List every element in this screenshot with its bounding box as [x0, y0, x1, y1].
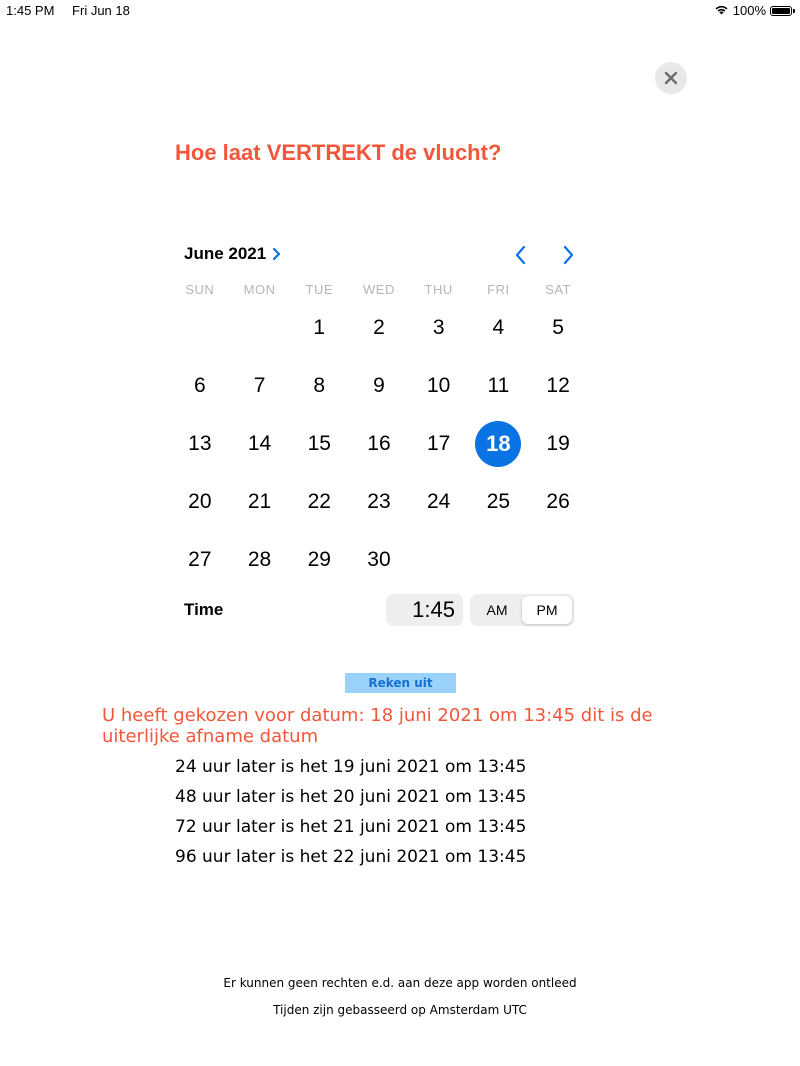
calendar-day[interactable]: [528, 473, 588, 531]
day-number: 18: [475, 421, 521, 467]
calendar-empty-cell: [230, 299, 290, 357]
day-number: 21: [247, 490, 272, 513]
day-number: 6: [194, 374, 206, 397]
am-option[interactable]: AM: [486, 602, 508, 618]
status-date: Fri Jun 18: [72, 3, 130, 18]
day-number: 12: [546, 374, 570, 397]
weekday-label: SUN: [185, 282, 215, 297]
page-title: Hoe laat VERTREKT de vlucht?: [175, 140, 502, 165]
day-number: 5: [552, 316, 564, 339]
calendar-day[interactable]: [289, 299, 349, 357]
day-number: 10: [426, 374, 451, 397]
calendar-day[interactable]: [409, 299, 469, 357]
weekday-label: THU: [424, 282, 453, 297]
day-number: 25: [486, 490, 511, 513]
close-button[interactable]: [655, 62, 687, 94]
result-text: U heeft gekozen voor datum: 18 juni 2021 om 13:45 dit is de uiterlijke afname datum: [102, 705, 653, 747]
calendar-day[interactable]: [170, 357, 230, 415]
calendar-day-selected[interactable]: [469, 415, 529, 473]
disclaimer-text: Er kunnen geen rechten e.d. aan deze app worden ontleed: [223, 976, 577, 990]
weekday-label: MON: [243, 282, 276, 297]
close-icon: [664, 71, 678, 85]
chevron-right-icon: [272, 247, 281, 261]
calendar-day[interactable]: [349, 473, 409, 531]
battery-icon: [770, 6, 792, 16]
calendar-day[interactable]: [528, 357, 588, 415]
day-number: 16: [367, 432, 391, 455]
calendar-day[interactable]: [230, 415, 290, 473]
day-number: 20: [188, 490, 212, 513]
day-number: 22: [307, 490, 331, 513]
day-number: 9: [373, 374, 385, 397]
day-number: 29: [307, 548, 331, 571]
day-number: 7: [253, 374, 266, 397]
wifi-icon: [714, 3, 729, 18]
day-number: 2: [373, 316, 385, 339]
am-pm-toggle: [470, 594, 574, 626]
day-number: 23: [367, 490, 391, 513]
calendar-day[interactable]: [469, 357, 529, 415]
calendar-day[interactable]: [528, 299, 588, 357]
timezone-note: Tijden zijn gebasseerd op Amsterdam UTC: [273, 1003, 527, 1017]
chevron-right-icon: [557, 244, 579, 266]
later-line: 24 uur later is het 19 juni 2021 om 13:45: [175, 757, 527, 777]
month-label: June 2021: [184, 244, 267, 263]
calendar-day[interactable]: [230, 531, 290, 589]
day-number: 24: [426, 490, 451, 513]
later-line: 48 uur later is het 20 juni 2021 om 13:45: [175, 787, 527, 807]
calculate-button[interactable]: Reken uit: [345, 673, 456, 693]
calendar-day[interactable]: [469, 473, 529, 531]
calendar-day[interactable]: [409, 357, 469, 415]
calendar-day[interactable]: [170, 415, 230, 473]
day-number: 15: [307, 432, 331, 455]
day-number: 4: [492, 316, 505, 339]
day-number: 13: [188, 432, 212, 455]
calendar-day[interactable]: [349, 357, 409, 415]
calendar-day[interactable]: [409, 415, 469, 473]
status-bar-left: [6, 3, 130, 18]
day-number: 19: [546, 432, 570, 455]
calendar-day[interactable]: [349, 531, 409, 589]
weekday-label: SAT: [545, 282, 571, 297]
day-number: 3: [432, 316, 445, 339]
day-number: 14: [247, 432, 272, 455]
battery-percent: 100%: [732, 3, 766, 18]
day-number: 26: [546, 490, 570, 513]
calendar-day[interactable]: [528, 415, 588, 473]
calendar-day[interactable]: [230, 473, 290, 531]
later-line: 72 uur later is het 21 juni 2021 om 13:45: [175, 817, 527, 837]
day-number: 28: [247, 548, 272, 571]
time-input[interactable]: 1:45: [386, 594, 463, 626]
next-month-button[interactable]: [557, 244, 579, 266]
calendar-day[interactable]: [349, 415, 409, 473]
calendar-day[interactable]: [469, 299, 529, 357]
weekday-header: [170, 282, 588, 297]
calendar-day[interactable]: [170, 531, 230, 589]
weekday-label: FRI: [487, 282, 510, 297]
status-time: 1:45 PM: [6, 3, 55, 18]
calendar-day[interactable]: [289, 415, 349, 473]
calendar-day[interactable]: [170, 473, 230, 531]
calendar-day[interactable]: [349, 299, 409, 357]
month-year-selector[interactable]: [184, 244, 281, 264]
status-bar-right: [714, 3, 792, 18]
day-number: 17: [426, 432, 451, 455]
previous-month-button[interactable]: [510, 244, 532, 266]
weekday-label: WED: [363, 282, 395, 297]
calendar-day[interactable]: [289, 357, 349, 415]
day-number: 27: [188, 548, 212, 571]
chevron-left-icon: [510, 244, 532, 266]
calendar-day[interactable]: [230, 357, 290, 415]
calendar-day[interactable]: [289, 531, 349, 589]
calendar-grid: [170, 299, 588, 589]
calendar-day[interactable]: [409, 473, 469, 531]
day-number: 11: [487, 374, 510, 397]
pm-option[interactable]: PM: [522, 596, 572, 624]
calendar-day[interactable]: [289, 473, 349, 531]
time-label: Time: [184, 600, 224, 619]
day-number: 1: [313, 316, 326, 339]
day-number: 8: [313, 374, 326, 397]
calendar-empty-cell: [170, 299, 230, 357]
weekday-label: TUE: [305, 282, 333, 297]
later-line: 96 uur later is het 22 juni 2021 om 13:45: [175, 847, 527, 867]
day-number: 30: [367, 548, 391, 571]
